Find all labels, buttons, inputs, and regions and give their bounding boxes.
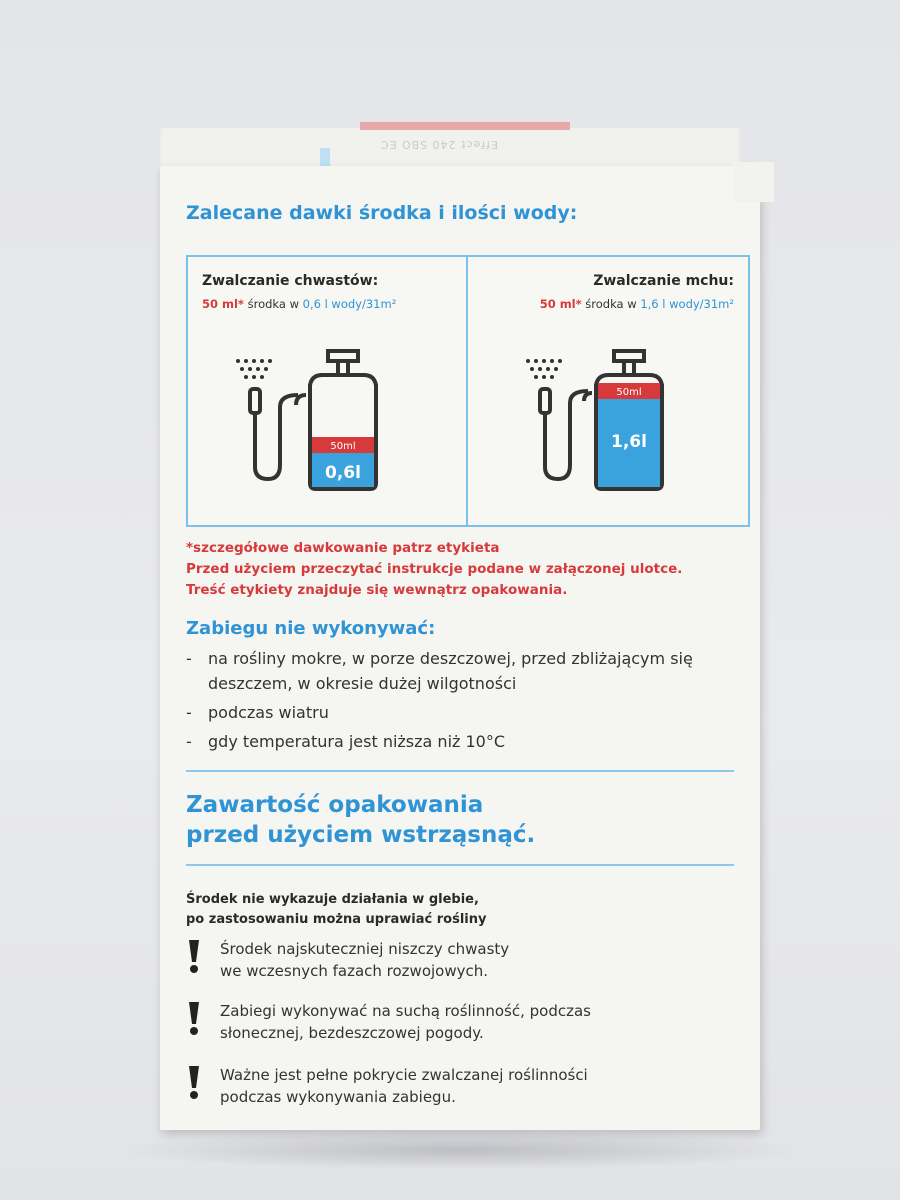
panel-weeds: [186, 255, 470, 527]
list-item-text: na rośliny mokre, w porze deszczowej, przed zbliżającym się deszczem, w okresie dużej wilgotności: [208, 649, 693, 693]
shake-heading: [186, 790, 535, 850]
dose-middle: środka w: [243, 297, 303, 311]
floor-shadow: [120, 1130, 800, 1170]
note-line: Przed użyciem przeczytać instrukcje podane w załączonej ulotce.: [186, 561, 683, 577]
list-item-text: gdy temperatura jest niższa niż 10°C: [208, 732, 506, 751]
dose-middle: środka w: [581, 297, 641, 311]
dose-water: 0,6 l wody/31m²: [302, 297, 397, 311]
note-line: Treść etykiety znajduje się wewnątrz opakowania.: [186, 582, 568, 598]
soil-info-line: po zastosowaniu można uprawiać rośliny: [186, 912, 487, 927]
exclamation-icon: [186, 1064, 202, 1100]
dash: -: [186, 732, 192, 751]
dose-water: 1,6 l wody/31m²: [640, 297, 734, 311]
product-box-back: [160, 166, 760, 1130]
dont-title: Zabiegu nie wykonywać:: [186, 618, 436, 639]
red-flap-edge: [360, 122, 570, 130]
box-corner-tab: [734, 162, 774, 202]
note-line: *szczegółowe dawkowanie patrz etykieta: [186, 540, 500, 556]
dont-list: [186, 646, 746, 758]
exclamation-icon: [186, 938, 202, 974]
list-item: [186, 729, 746, 754]
warning-line: Ważne jest pełne pokrycie zwalczanej roślinności: [220, 1066, 588, 1084]
shake-line: przed użyciem wstrząsnąć.: [186, 822, 536, 848]
warning-line: Zabiegi wykonywać na suchą roślinność, podczas: [220, 1002, 591, 1020]
warning-text: [220, 938, 509, 982]
warning-text: [220, 1064, 588, 1108]
soil-info-line: Środek nie wykazuje działania w glebie,: [186, 892, 479, 907]
dose-amount: 50 ml*: [202, 297, 244, 311]
shake-line: Zawartość opakowania: [186, 792, 484, 818]
panel-moss: [466, 255, 750, 527]
box-top-print: Effect 240 SBO EC: [380, 138, 498, 151]
dash: -: [186, 649, 192, 668]
warning-line: słonecznej, bezdeszczowej pogody.: [220, 1024, 484, 1042]
sprayer-icon: [498, 337, 718, 507]
concentrate-label: 50ml: [616, 387, 642, 398]
list-item-text: podczas wiatru: [208, 703, 329, 722]
warning-line: podczas wykonywania zabiegu.: [220, 1088, 456, 1106]
panel-title: Zwalczanie mchu:: [593, 273, 734, 289]
warning-text: [220, 1000, 591, 1044]
list-item: [186, 646, 746, 696]
panel-dose: [540, 297, 734, 311]
concentrate-label: 50ml: [330, 441, 356, 452]
list-item: [186, 700, 746, 725]
dosage-title: Zalecane dawki środka i ilości wody:: [186, 202, 578, 224]
warning-line: we wczesnych fazach rozwojowych.: [220, 962, 489, 980]
panel-dose: [202, 297, 396, 311]
exclamation-icon: [186, 1000, 202, 1036]
warning-line: Środek najskuteczniej niszczy chwasty: [220, 940, 510, 958]
sprayer-icon: [218, 337, 438, 507]
water-label: 0,6l: [325, 463, 361, 483]
water-label: 1,6l: [611, 432, 647, 452]
dash: -: [186, 703, 192, 722]
divider: [186, 770, 734, 772]
dose-amount: 50 ml*: [539, 297, 582, 311]
panel-title: Zwalczanie chwastów:: [202, 273, 379, 289]
divider: [186, 864, 734, 866]
soil-info: [186, 890, 486, 930]
notes-block: [186, 538, 682, 601]
